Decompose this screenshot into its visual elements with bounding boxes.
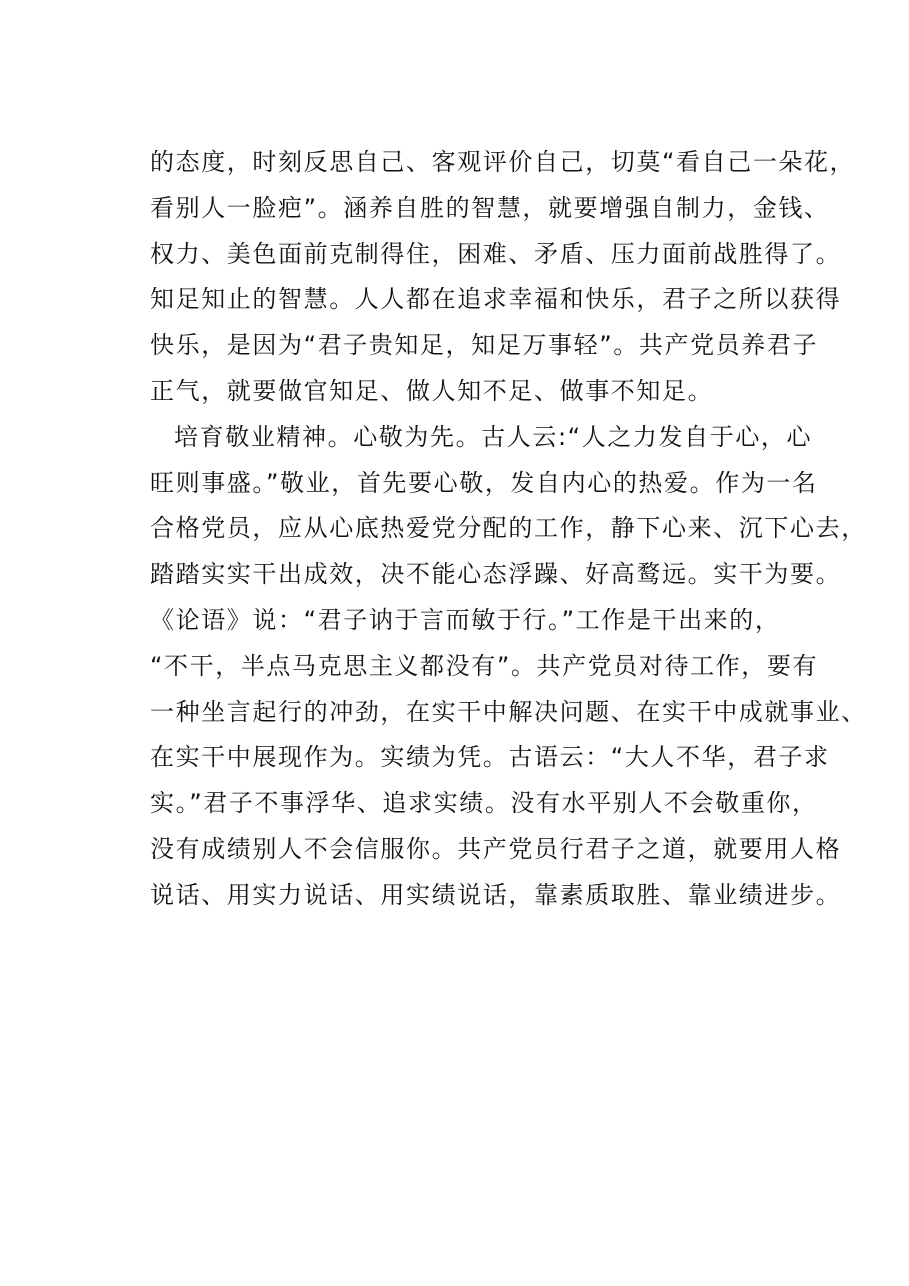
paragraph-line: 快乐，是因为“君子贵知足，知足万事轻”。共产党员养君子 (150, 331, 819, 360)
paragraph-line: 《论语》说：“君子讷于言而敏于行。”工作是干出来的， (150, 605, 781, 634)
paragraph-line: 没有成绩别人不会信服你。共产党员行君子之道，就要用人格 (150, 834, 842, 863)
paragraph-line: 旺则事盛。”敬业，首先要心敬，发自内心的热爱。作为一名 (150, 468, 818, 497)
paragraph-2 (150, 415, 867, 919)
paragraph-line: “不干，半点马克思主义都没有”。共产党员对待工作，要有 (150, 651, 819, 680)
paragraph-line: 在实干中展现作为。实绩为凭。古语云：“大人不华，君子求 (150, 743, 830, 772)
paragraph-line: 知足知止的智慧。人人都在追求幸福和快乐，君子之所以获得 (150, 285, 842, 314)
paragraph-line: 权力、美色面前克制得住，困难、矛盾、压力面前战胜得了。 (150, 239, 842, 268)
paragraph-1 (150, 140, 856, 415)
paragraph-line: 踏踏实实干出成效，决不能心态浮躁、好高鹜远。实干为要。 (150, 560, 842, 589)
paragraph-line: 正气，就要做官知足、做人知不足、做事不知足。 (150, 376, 714, 405)
paragraph-line: 看别人一脸疤”。涵养自胜的智慧，就要增强自制力，金钱、 (150, 193, 830, 222)
paragraph-line: 合格党员，应从心底热爱党分配的工作，静下心来、沉下心去， (150, 514, 867, 543)
paragraph-line: 培育敬业精神。心敬为先。古人云:“人之力发自于心，心 (174, 422, 813, 451)
paragraph-line: 说话、用实力说话、用实绩说话，靠素质取胜、靠业绩进步。 (150, 880, 842, 909)
paragraph-line: 的态度，时刻反思自己、客观评价自己，切莫“看自己一朵花， (150, 148, 856, 176)
document-body (150, 140, 867, 919)
paragraph-line: 一种坐言起行的冲劲，在实干中解决问题、在实干中成就事业、 (150, 697, 867, 726)
paragraph-line: 实。”君子不事浮华、追求实绩。没有水平别人不会敬重你， (150, 789, 818, 818)
